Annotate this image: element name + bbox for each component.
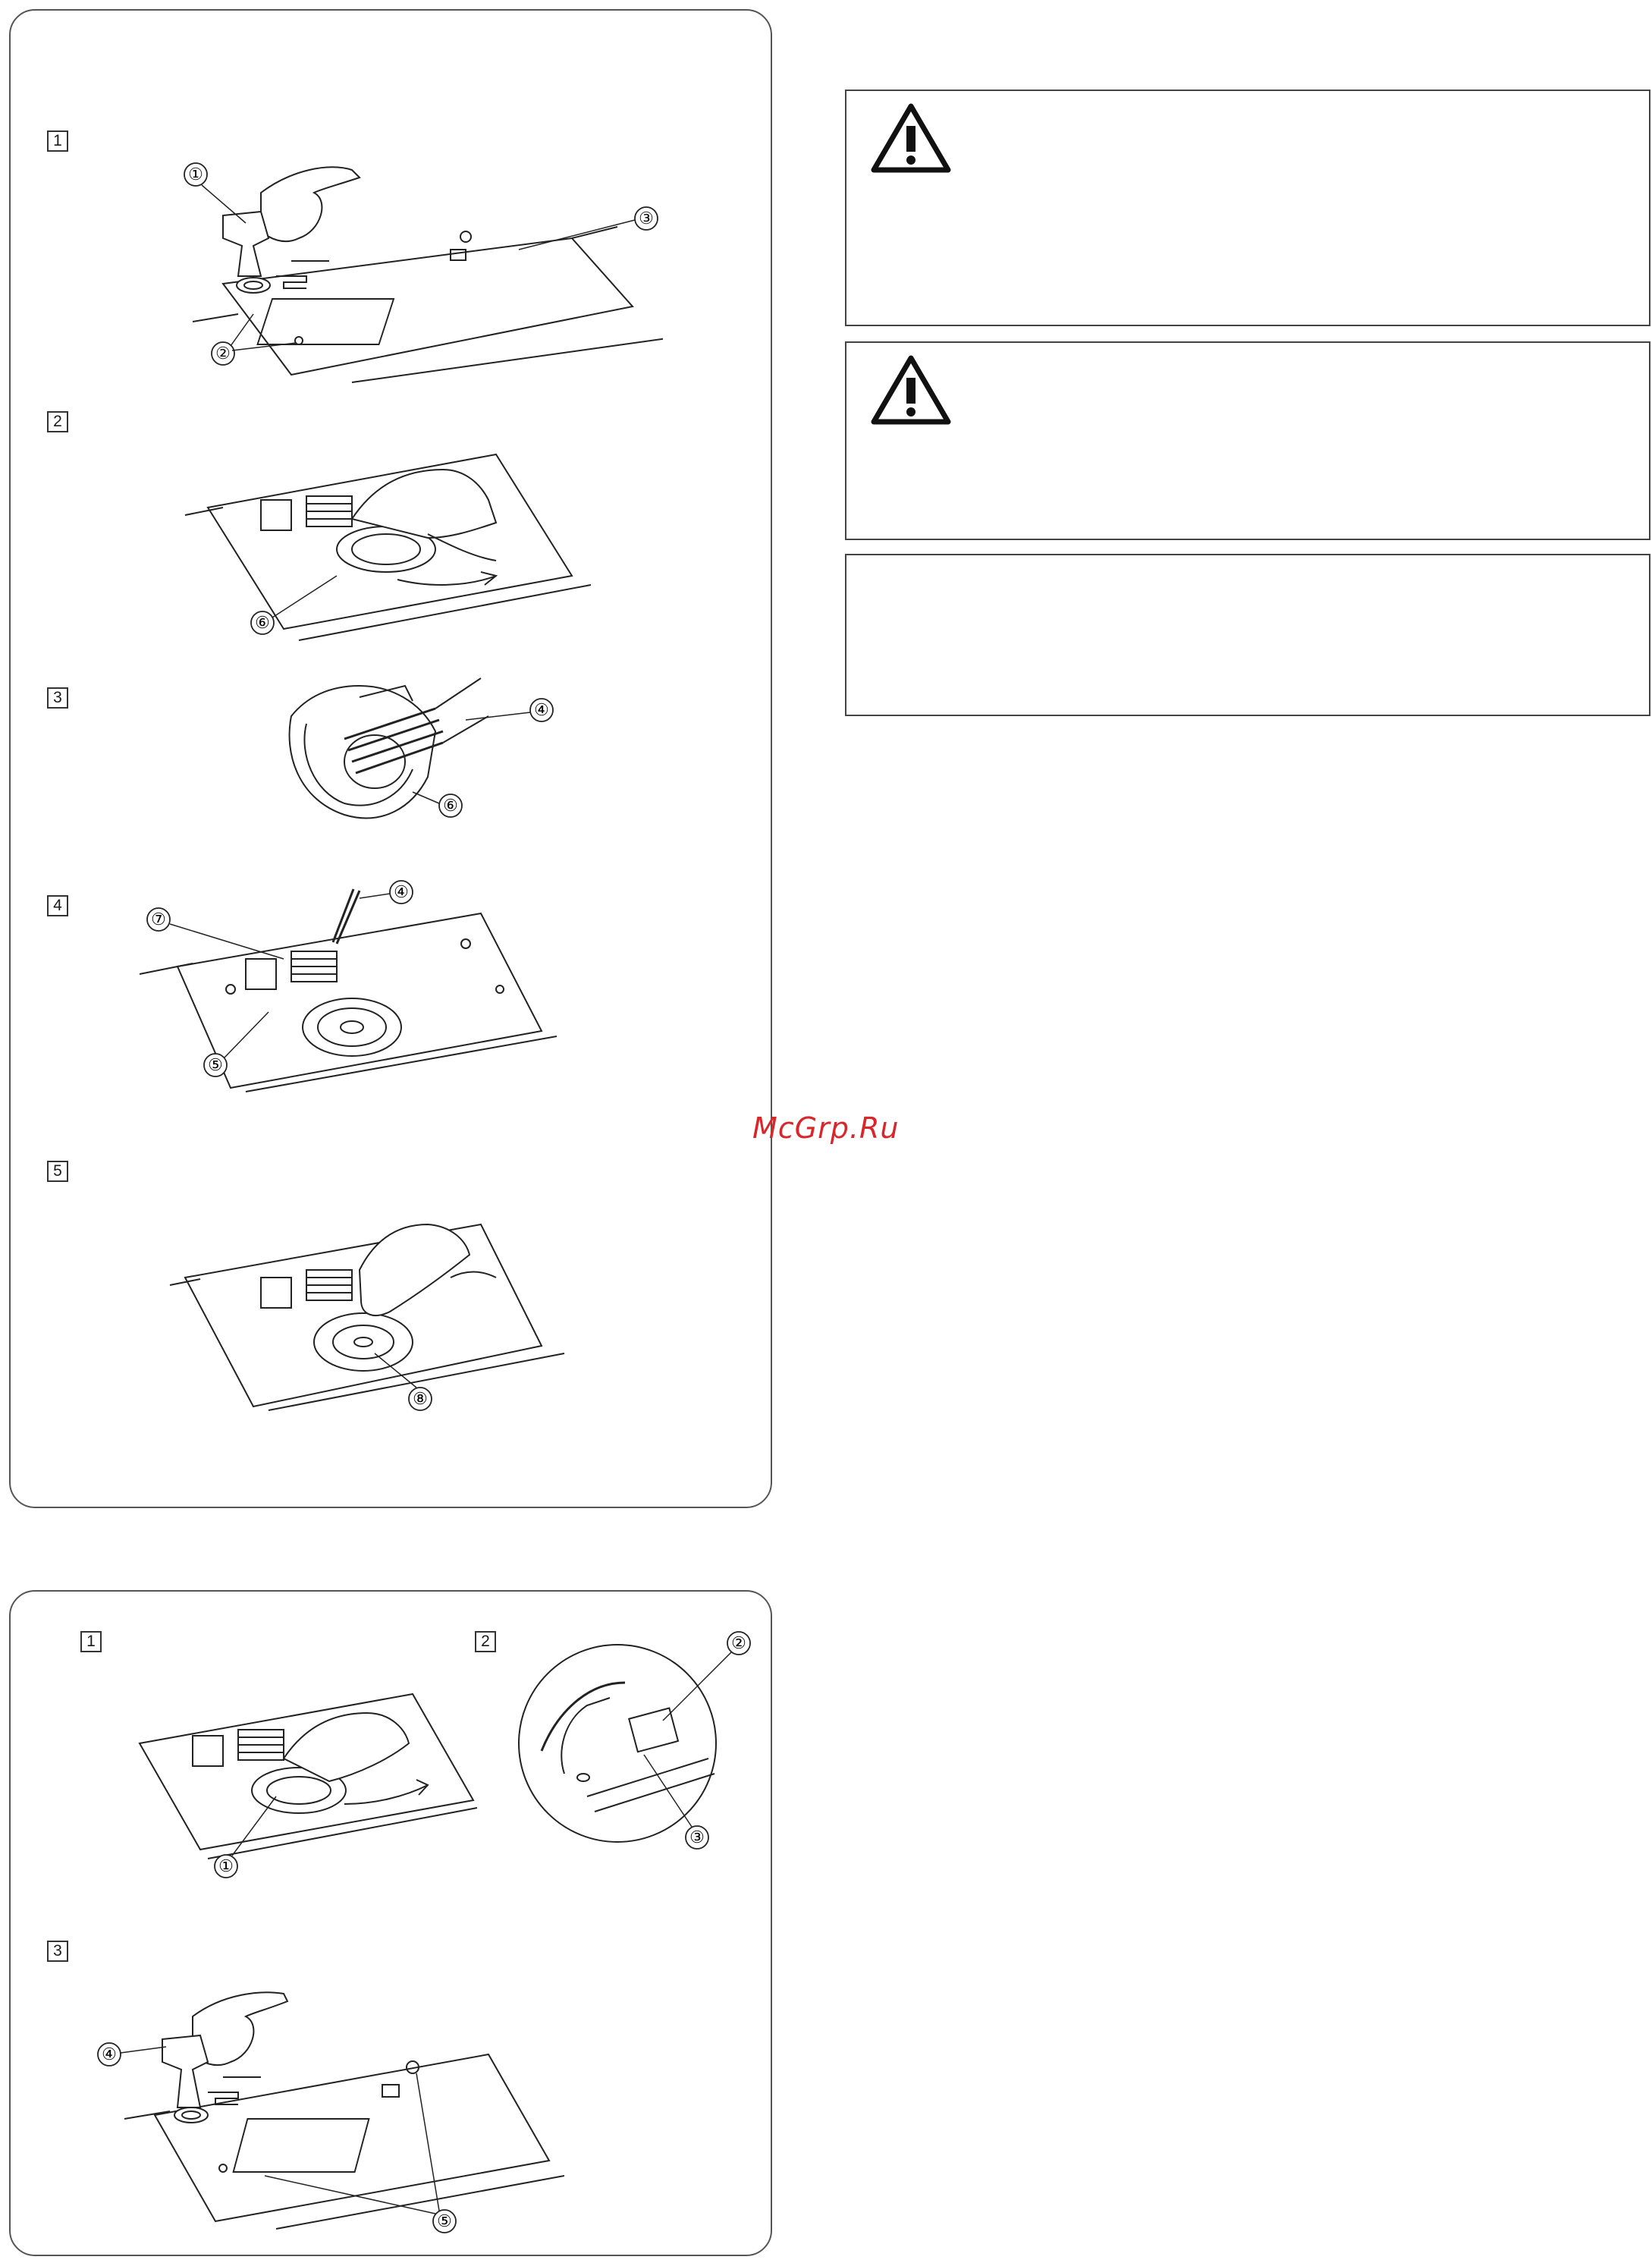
step-1-label: 1	[47, 130, 68, 152]
callout-1-bobbin-holder: ①	[218, 1856, 234, 1875]
clean-feed-dog-illustration	[132, 860, 572, 1095]
wipe-hook-race-illustration	[162, 1179, 587, 1422]
step-2-label: 2	[475, 1631, 496, 1652]
warning-triangle-icon	[869, 352, 953, 428]
callout-6-bobbin-holder: ⑥	[255, 613, 270, 632]
callout-3-knob: ③	[689, 1828, 705, 1847]
attach-needle-plate-illustration	[79, 1956, 564, 2244]
callout-4-brush: ④	[534, 700, 549, 719]
callout-2-stopper: ②	[731, 1633, 746, 1652]
bobbin-holder-stopper-detail-illustration	[511, 1622, 762, 1850]
callout-7-feed-dog: ⑦	[151, 910, 166, 929]
note-box	[845, 554, 1650, 716]
callout-6-bobbin-holder: ⑥	[443, 796, 458, 815]
step-3-label: 3	[47, 1941, 68, 1962]
step-3-label: 3	[47, 687, 68, 709]
warning-box-1	[845, 90, 1650, 326]
reassembly-instructions-panel	[9, 1590, 772, 2256]
callout-5-screws: ⑤	[437, 2211, 452, 2230]
cleaning-instructions-panel	[9, 9, 772, 1508]
callout-4-screwdriver: ④	[102, 2045, 117, 2063]
step-2-label: 2	[47, 411, 68, 432]
warning-triangle-icon	[869, 100, 953, 176]
callout-3-needle-plate: ③	[639, 209, 654, 228]
step-4-label: 4	[47, 895, 68, 916]
callout-1-screwdriver: ①	[188, 165, 203, 184]
callout-8-hook-race: ⑧	[413, 1389, 428, 1408]
step-1-label: 1	[80, 1631, 102, 1652]
step-5-label: 5	[47, 1161, 68, 1182]
callout-4-brush: ④	[394, 882, 409, 901]
remove-bobbin-holder-illustration	[177, 424, 602, 652]
needle-plate-removal-illustration	[147, 147, 663, 390]
warning-box-2	[845, 341, 1650, 540]
watermark: McGrp.Ru	[752, 1111, 900, 1145]
callout-2-screws: ②	[215, 344, 231, 363]
callout-5-thread-cutter: ⑤	[208, 1055, 223, 1074]
insert-bobbin-holder-illustration	[124, 1660, 481, 1880]
clean-bobbin-holder-brush-illustration	[253, 655, 572, 845]
